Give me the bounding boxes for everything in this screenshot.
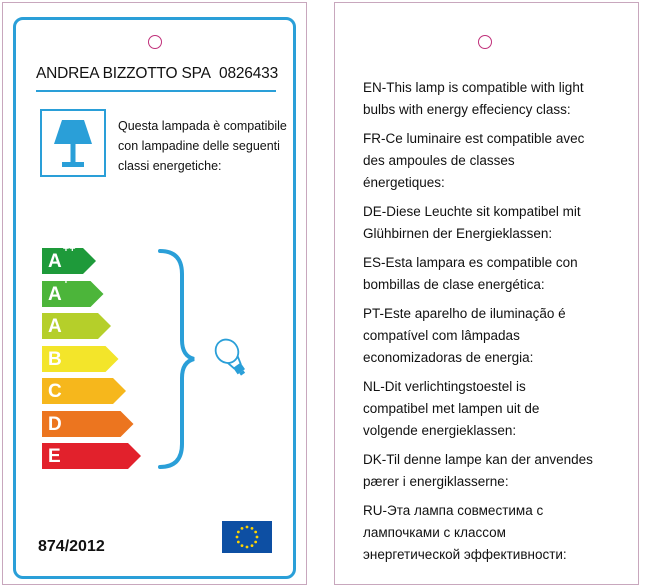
translation-line: compatível com lâmpadas	[363, 328, 520, 343]
energy-class-suffix: +	[62, 275, 70, 288]
compatibility-text-line: Questa lampada è compatibile	[118, 119, 287, 133]
lamp-icon-box	[40, 109, 106, 177]
translation-line: bulbs with energy effeciency class:	[363, 102, 571, 117]
energy-class-suffix: ++	[62, 242, 76, 255]
regulation-number: 874/2012	[38, 538, 105, 555]
translation-block	[363, 500, 633, 566]
translation-block	[363, 449, 633, 493]
translation-line: RU-Эта лампа совместима с	[363, 503, 544, 518]
translation-line: volgende energieklassen:	[363, 423, 517, 438]
hang-hole	[478, 35, 492, 49]
translation-line: pærer i energiklasserne:	[363, 474, 509, 489]
table-lamp-icon	[42, 111, 104, 175]
translation-line: лампочками с классом	[363, 525, 506, 540]
energy-class-label: A+	[48, 275, 70, 305]
translation-block	[363, 303, 633, 369]
translation-block	[363, 128, 633, 194]
compatibility-text-line: con lampadine delle seguenti	[118, 139, 280, 153]
translation-line: Glühbirnen der Energieklassen:	[363, 226, 553, 241]
energy-class-label: A++	[48, 242, 76, 272]
translation-line: EN-This lamp is compatible with light	[363, 80, 584, 95]
translation-block	[363, 252, 633, 296]
translation-line: DE-Diese Leuchte sit kompatibel mit	[363, 204, 581, 219]
eu-flag-icon	[222, 521, 272, 553]
translation-line: PT-Este aparelho de iluminação é	[363, 306, 566, 321]
energy-label-front	[2, 2, 307, 585]
light-bulb-icon	[211, 335, 255, 381]
energy-class-label: D	[48, 413, 62, 435]
translation-block	[363, 77, 633, 121]
translation-line: NL-Dit verlichtingstoestel is	[363, 379, 526, 394]
energy-class-label: E	[48, 446, 61, 467]
translation-line: FR-Ce luminaire est compatible avec	[363, 131, 585, 146]
compatibility-text	[118, 116, 298, 176]
translation-line: economizadoras de energia:	[363, 350, 534, 365]
translation-line: энергетической эффективности:	[363, 547, 567, 562]
translation-line: compatibel met lampen uit de	[363, 401, 540, 416]
energy-class-label: C	[48, 381, 62, 402]
translation-line: DK-Til denne lampe kan der anvendes	[363, 452, 593, 467]
header-divider	[36, 90, 276, 92]
energy-class-label: B	[48, 348, 62, 370]
label-header	[36, 65, 278, 85]
translation-block	[363, 376, 633, 442]
energy-class-label: A	[48, 316, 62, 337]
compatibility-text-line: classi energetiche:	[118, 159, 222, 173]
energy-label-back	[334, 2, 639, 585]
translation-line: énergetiques:	[363, 175, 445, 190]
translation-line: ES-Esta lampara es compatible con	[363, 255, 578, 270]
translation-block	[363, 201, 633, 245]
product-code: 0826433	[219, 65, 278, 82]
translation-line: bombillas de clase energética:	[363, 277, 545, 292]
brace-icon	[156, 248, 196, 470]
translation-line: des ampoules de classes	[363, 153, 515, 168]
company-name: ANDREA BIZZOTTO SPA	[36, 65, 211, 82]
